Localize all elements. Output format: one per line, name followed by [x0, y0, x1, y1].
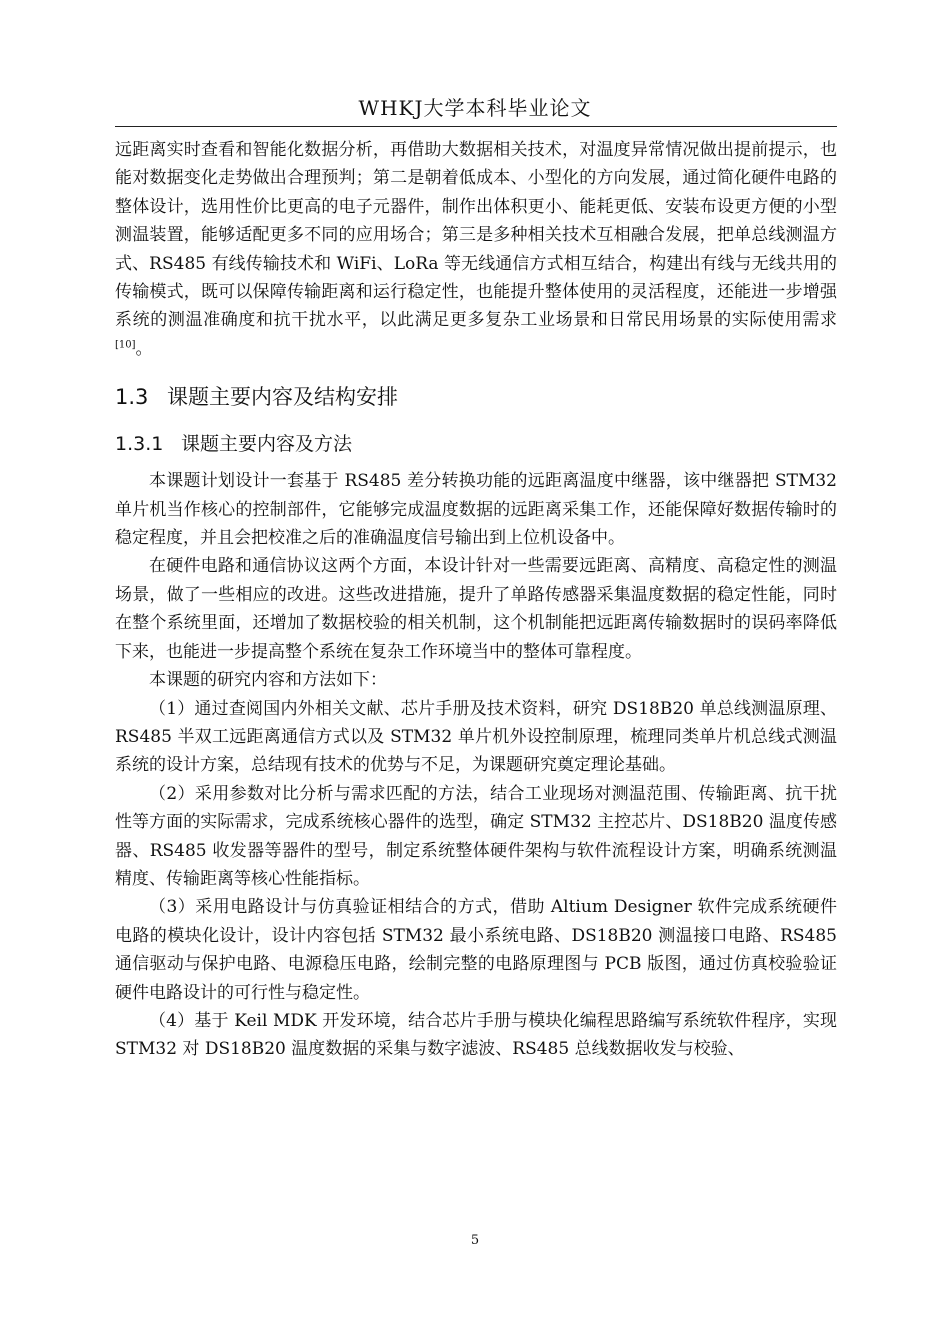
subsection-title: 课题主要内容及方法: [181, 433, 353, 456]
section-heading: [115, 377, 837, 417]
header-divider: [115, 126, 837, 127]
subsection-heading: [115, 427, 837, 461]
body-paragraph: 在硬件电路和通信协议这两个方面，本设计针对一些需要远距离、高精度、高稳定性的测温场景，做了一些相应的改进。这些改进措施，提升了单路传感器采集温度数据的稳定性能，同时在整个系统里面，还增加了数据校验的相关机制，这个机制能把远距离传输数据时的误码率降低下来，也能进一步提高整个系统在复杂工作环境当中的整体可靠程度。: [115, 556, 837, 662]
continuation-end: 。: [135, 338, 153, 359]
section-title: 课题主要内容及结构安排: [167, 385, 398, 410]
list-item-paragraph: （3）采用电路设计与仿真验证相结合的方式，借助 Altium Designer 软件完成系统硬件电路的模块化设计，设计内容包括 STM32 最小系统电路、DS18B20 测温接口电路、RS485 通信驱动与保护电路、电源稳压电路，绘制完整的电路原理图与 PCB 版图，通过仿真校验验证硬件电路设计的可行性与稳定性。: [115, 897, 837, 1003]
page-header: WHKJ大学本科毕业论文: [358, 96, 592, 120]
list-item-paragraph: （2）采用参数对比分析与需求匹配的方法，结合工业现场对测温范围、传输距离、抗干扰性等方面的实际需求，完成系统核心器件的选型，确定 STM32 主控芯片、DS18B20 温度传感器、RS485 收发器等器件的型号，制定系统整体硬件架构与软件流程设计方案，明确系统测温精度、传输距离等核心性能指标。: [115, 783, 837, 889]
section-number: 1.3: [115, 385, 149, 410]
continuation-text: 远距离实时查看和智能化数据分析，再借助大数据相关技术，对温度异常情况做出提前提示，也能对数据变化走势做出合理预判；第二是朝着低成本、小型化的方向发展，通过简化硬件电路的整体设计，选用性价比更高的电子元器件，制作出体积更小、能耗更低、安装布设更方便的小型测温装置，能够适配更多不同的应用场合；第三是多种相关技术互相融合发展，把单总线测温方式、RS485 有线传输技术和 WiFi、LoRa 等无线通信方式相互结合，构建出有线与无线共用的传输模式，既可以保障传输距离和运行稳定性，也能提升整体使用的灵活程度，还能进一步增强系统的测温准确度和抗干扰水平，以此满足更多复杂工业场景和日常民用场景的实际使用需求: [115, 140, 837, 331]
body-paragraph: 本课题计划设计一套基于 RS485 差分转换功能的远距离温度中继器，该中继器把 STM32 单片机当作核心的控制部件，它能够完成温度数据的远距离采集工作，还能保障好数据传输时的稳定程度，并且会把校准之后的准确温度信号输出到上位机设备中。: [115, 471, 837, 549]
subsection-number: 1.3.1: [115, 433, 164, 456]
continuation-paragraph: [115, 136, 837, 363]
list-item-paragraph: （4）基于 Keil MDK 开发环境，结合芯片手册与模块化编程思路编写系统软件程序，实现 STM32 对 DS18B20 温度数据的采集与数字滤波、RS485 总线数据收发与校验、: [115, 1010, 837, 1060]
page-number: 5: [470, 1233, 480, 1248]
citation-ref: [10]: [115, 339, 136, 351]
body-paragraph: 本课题的研究内容和方法如下：: [149, 670, 387, 691]
page-body: [115, 136, 837, 1064]
list-item-paragraph: （1）通过查阅国内外相关文献、芯片手册及技术资料，研究 DS18B20 单总线测温原理、RS485 半双工远距离通信方式以及 STM32 单片机外设控制原理，梳理同类单片机总线式测温系统的设计方案，总结现有技术的优势与不足，为课题研究奠定理论基础。: [115, 698, 837, 776]
